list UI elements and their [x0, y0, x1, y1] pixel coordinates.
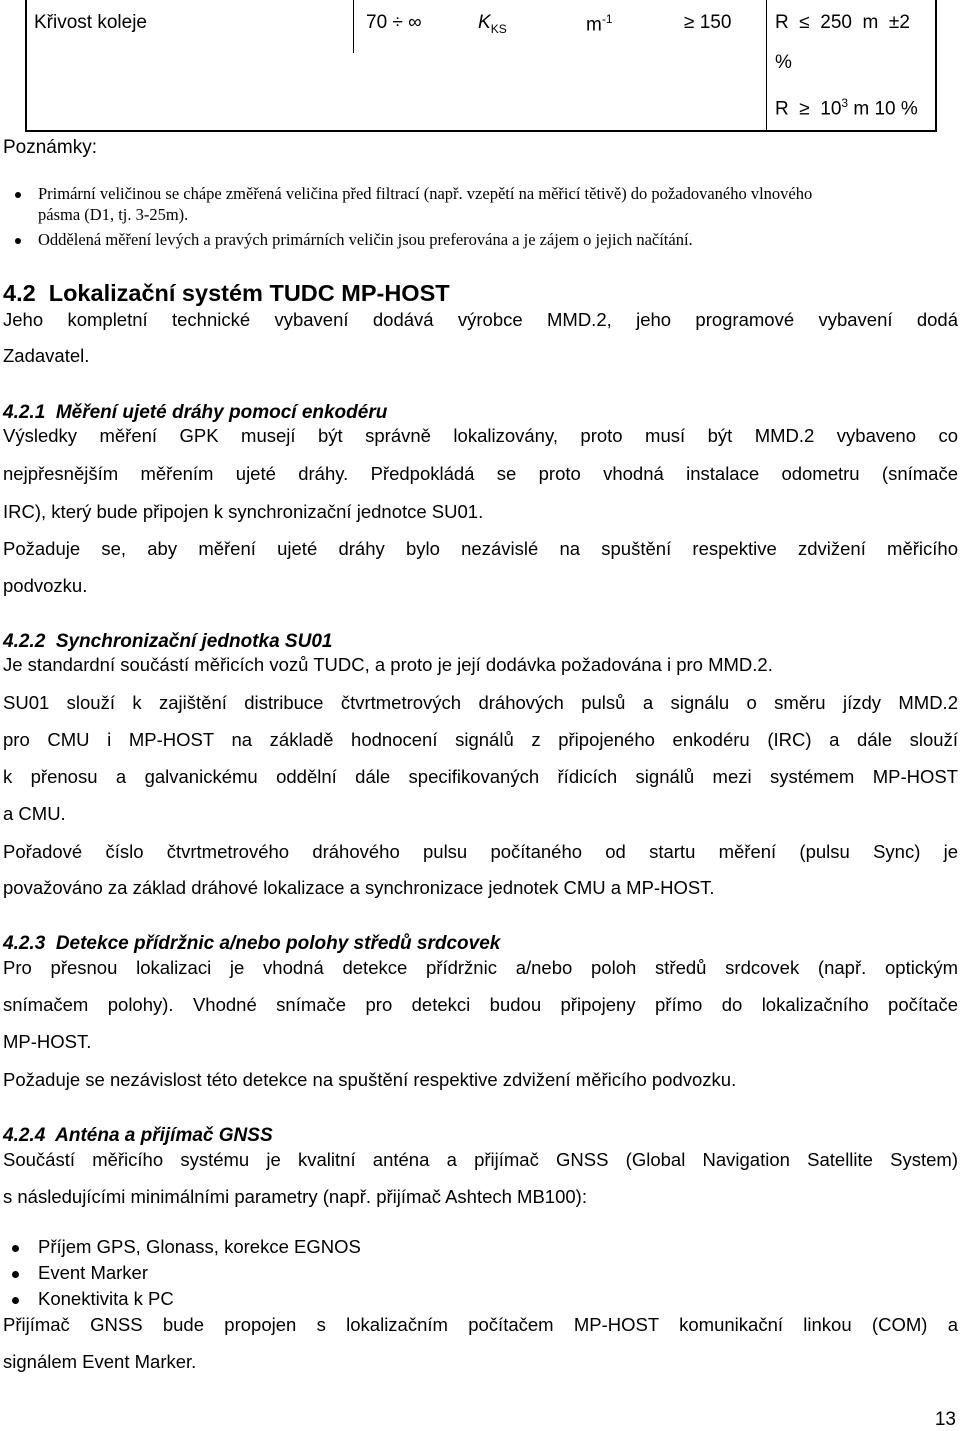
section-4-2-2-line-3: pro CMU i MP-HOST na základě hodnocení signálů z připojeného enkodéru (IRC) a dále slouží	[3, 729, 958, 750]
section-4-2-3-line-1: Pro přesnou lokalizaci je vhodná detekce přídržnic a/nebo poloh středů srdcovek (např. optickým	[3, 957, 958, 978]
table-accuracy-1: R ≤ 250 m ±2	[775, 12, 910, 33]
section-4-2-title: 4.2 Lokalizační systém TUDC MP-HOST	[3, 280, 450, 306]
bullet-dot	[12, 1271, 19, 1278]
section-4-2-4-line-2: s následujícími minimálními parametry (např. přijímač Ashtech MB100):	[3, 1186, 587, 1207]
table-divider	[353, 0, 354, 53]
section-4-2-line-2: Zadavatel.	[3, 345, 90, 366]
section-4-2-3-line-2: snímačem polohy). Vhodné snímače pro detekci budou připojeny přímo do lokalizačního počítače	[3, 994, 958, 1015]
notes-heading: Poznámky:	[3, 137, 97, 158]
section-4-2-2-title: 4.2.2 Synchronizační jednotka SU01	[3, 631, 333, 652]
note-1-line-1: Primární veličinou se chápe změřená veličina před filtrací (např. vzepětí na měřicí tětivě) do požadovaného vlnového	[38, 184, 813, 203]
table-symbol: $K_{KS}$	[478, 12, 507, 36]
section-4-2-1-line-1: Výsledky měření GPK musejí být správně lokalizovány, proto musí být MMD.2 vybaveno co	[3, 425, 958, 446]
section-4-2-2-line-5: a CMU.	[3, 803, 66, 824]
section-4-2-1-title: 4.2.1 Měření ujeté dráhy pomocí enkodéru	[3, 402, 388, 423]
table-label: Křivost koleje	[34, 12, 147, 33]
bullet-dot	[12, 1245, 19, 1252]
section-4-2-3-line-4: Požaduje se nezávislost této detekce na spuštění respektive zdvižení měřicího podvozku.	[3, 1069, 737, 1090]
note-2: Oddělená měření levých a pravých primárních veličin jsou preferována a je zájem o jejich načítání.	[38, 230, 693, 249]
table-divider	[766, 0, 767, 130]
table-condition: ≥ 150	[684, 12, 732, 33]
section-4-2-2-line-2: SU01 slouží k zajištění distribuce čtvrtmetrových dráhových pulsů a signálu o směru jízdy MMD.2	[3, 692, 958, 713]
section-4-2-3-line-3: MP-HOST.	[3, 1031, 92, 1052]
table-accuracy-3: $R \ge 10^3$ m 10 %	[775, 96, 918, 120]
section-4-2-4-line-4: signálem Event Marker.	[3, 1351, 197, 1372]
section-4-2-3-title: 4.2.3 Detekce přídržnic a/nebo polohy středů srdcovek	[3, 933, 501, 954]
section-4-2-1-line-3: IRC), který bude připojen k synchronizační jednotce SU01.	[3, 501, 484, 522]
section-4-2-4-title: 4.2.4 Anténa a přijímač GNSS	[3, 1125, 273, 1146]
section-4-2-2-line-1: Je standardní součástí měřicích vozů TUDC, a proto je její dodávka požadována i pro MMD.2.	[3, 654, 773, 675]
section-4-2-1-line-2: nejpřesnějším měřením ujeté dráhy. Předpokládá se proto vhodná instalace odometru (snímače	[3, 463, 958, 484]
section-4-2-4-line-1: Součástí měřicího systému je kvalitní anténa a přijímač GNSS (Global Navigation Satellite System)	[3, 1149, 958, 1170]
gnss-bullet: Konektivita k PC	[38, 1288, 174, 1309]
section-4-2-1-line-4: Požaduje se, aby měření ujeté dráhy bylo nezávislé na spuštění respektive zdvižení měřicího	[3, 538, 958, 559]
table-unit: $m^{-1}$	[586, 12, 613, 36]
bullet-dot	[15, 192, 21, 198]
section-4-2-4-line-3: Přijímač GNSS bude propojen s lokalizačním počítačem MP-HOST komunikační linkou (COM) a	[3, 1314, 958, 1335]
section-4-2-2-line-7: považováno za základ dráhové lokalizace a synchronizace jednotek CMU a MP-HOST.	[3, 877, 715, 898]
gnss-bullet: Příjem GPS, Glonass, korekce EGNOS	[38, 1236, 361, 1257]
section-4-2-2-line-4: k přenosu a galvanickému oddělní dále specifikovaných řídicích signálů mezi systémem MP-HOST	[3, 766, 958, 787]
bullet-dot	[15, 238, 21, 244]
table-accuracy-2: %	[775, 52, 792, 73]
section-4-2-2-line-6: Pořadové číslo čtvrtmetrového dráhového pulsu počítaného od startu měření (pulsu Sync) je	[3, 841, 958, 862]
section-4-2-1-line-5: podvozku.	[3, 575, 88, 596]
bullet-dot	[12, 1297, 19, 1304]
page-number: 13	[934, 1409, 956, 1430]
gnss-bullet: Event Marker	[38, 1262, 149, 1283]
section-4-2-line-1: Jeho kompletní technické vybavení dodává výrobce MMD.2, jeho programové vybavení dodá	[3, 309, 958, 330]
note-1-line-2: pásma (D1, tj. 3-25m).	[38, 205, 189, 224]
table-range: 70 ÷ ∞	[366, 12, 422, 33]
